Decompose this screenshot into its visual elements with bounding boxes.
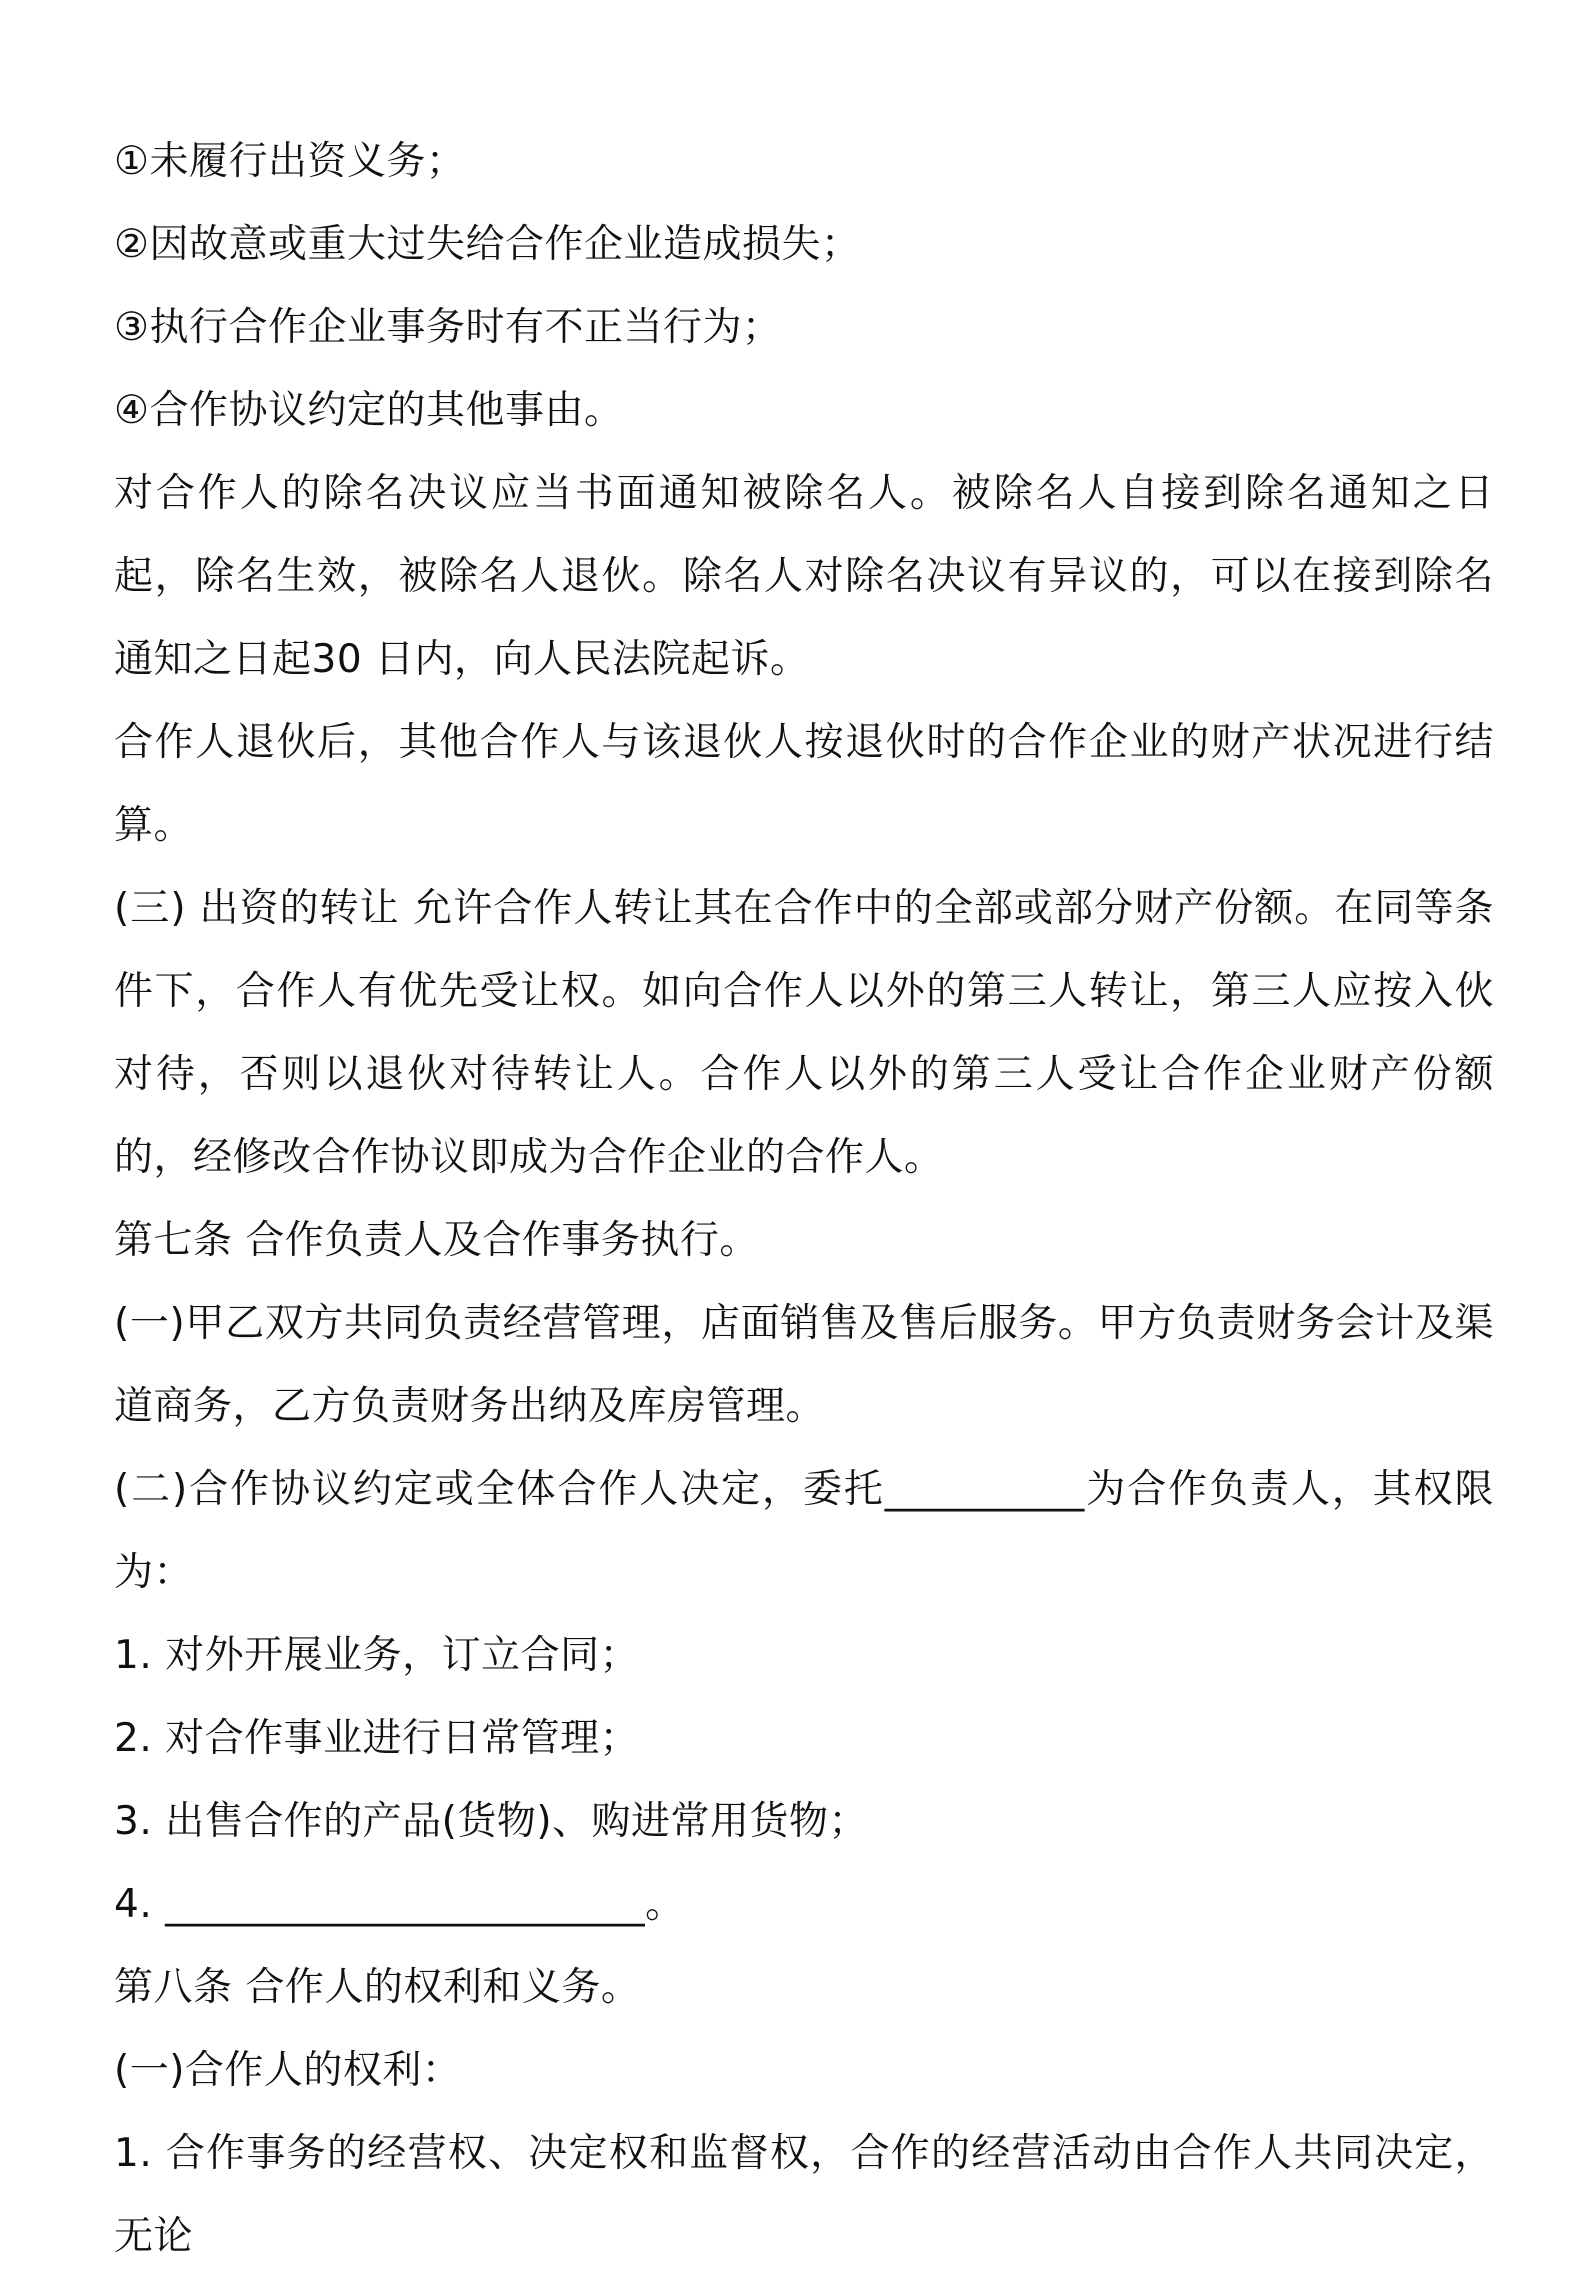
paragraph-appoint-manager: (二)合作协议约定或全体合作人决定，委托__________为合作负责人，其权限为： [114, 1467, 1494, 1595]
list-item-business-contracts: 1. 对外开展业务，订立合同； [114, 1633, 640, 1678]
list-item-blank: 4. ________________________。 [114, 1882, 685, 1927]
list-item-other-reasons: ④合作协议约定的其他事由。 [114, 388, 624, 433]
list-item-unpaid-contribution: ①未履行出资义务； [114, 139, 466, 184]
list-item-daily-management: 2. 对合作事业进行日常管理； [114, 1716, 640, 1761]
list-item-operating-rights: 1. 合作事务的经营权、决定权和监督权，合作的经营活动由合作人共同决定，无论 [114, 2131, 1494, 2259]
paragraph-expulsion-notice: 对合作人的除名决议应当书面通知被除名人。被除名人自接到除名通知之日起，除名生效，被除名人退伙。除名人对除名决议有异议的，可以在接到除名通知之日起30 日内，向人民法院起诉。 [114, 471, 1494, 682]
article-eight-heading: 第八条 合作人的权利和义务。 [114, 1965, 641, 2010]
paragraph-transfer-of-contribution: (三) 出资的转让 允许合作人转让其在合作中的全部或部分财产份额。在同等条件下，合作人有优先受让权。如向合作人以外的第三人转让，第三人应按入伙对待，否则以退伙对待转让人。合作人以外的第三人受让合作企业财产份额的，经修改合作协议即成为合作企业的合作人。 [114, 886, 1494, 1180]
article-seven-heading: 第七条 合作负责人及合作事务执行。 [114, 1218, 759, 1263]
paragraph-joint-management: (一)甲乙双方共同负责经营管理，店面销售及售后服务。甲方负责财务会计及渠道商务，乙方负责财务出纳及库房管理。 [114, 1301, 1494, 1429]
document-page [114, 120, 1494, 2278]
list-item-improper-conduct: ③执行合作企业事务时有不正当行为； [114, 305, 782, 350]
section-partner-rights: (一)合作人的权利： [114, 2048, 462, 2093]
list-item-sell-and-purchase: 3. 出售合作的产品(货物)、购进常用货物； [114, 1799, 869, 1844]
paragraph-withdrawal-settlement: 合作人退伙后，其他合作人与该退伙人按退伙时的合作企业的财产状况进行结算。 [114, 720, 1494, 848]
list-item-intentional-loss: ②因故意或重大过失给合作企业造成损失； [114, 222, 861, 267]
